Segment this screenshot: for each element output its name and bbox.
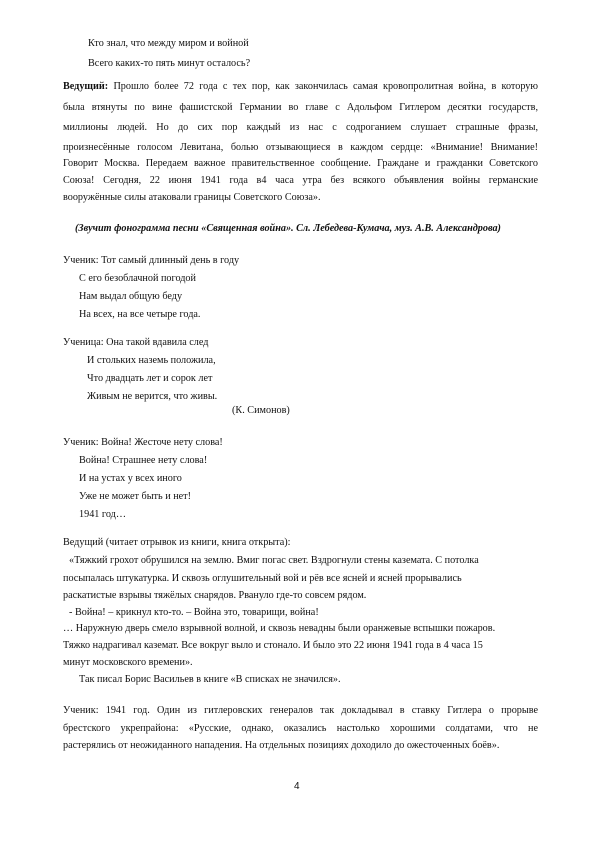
quote-line: «Тяжкий грохот обрушился на землю. Вмиг погас свет. Вздрогнули стены каземата. С потолка (69, 555, 479, 566)
verse-line: С его безоблачной погодой (79, 273, 196, 284)
verse-line: Ученик: Тот самый длинный день в году (63, 255, 240, 266)
paragraph-line: произнесённые голосом Левитана, болью отзывающиеся в каждом сердце: «Внимание! Внимание! (63, 141, 538, 153)
page-number: 4 (294, 781, 300, 792)
verse-line: Нам выдал общую беду (79, 291, 183, 302)
verse-line: На всех, на все четыре года. (79, 309, 201, 320)
quote-line: Тяжко надрагивал каземат. Все вокруг выло и стонало. И было это 22 июня 1941 года в 4 часа 15 (63, 640, 483, 651)
quote-line: минут московского времени». (63, 657, 193, 668)
paragraph-line: Союза! Сегодня, 22 июня 1941 года в4 часа утра без всякого объявления войны германские (63, 174, 538, 186)
verse-line: 1941 год… (79, 509, 127, 520)
quote-line: раскатистые взрывы тяжёлых снарядов. Рвануло где-то совсем рядом. (63, 590, 367, 601)
verse-line: И на устах у всех иного (79, 473, 182, 484)
quote-line: - Война! – крикнул кто-то. – Война это, товарищи, война! (69, 607, 319, 618)
verse-line: Ученица: Она такой вдавила след (63, 337, 209, 348)
paragraph-line: Говорит Москва. Передаем важное правительственное сообщение. Граждане и гражданки Советского (63, 158, 538, 170)
paragraph-line: Ученик: 1941 год. Один из гитлеровских генералов так докладывал в ставку Гитлера о прорыве (63, 705, 538, 716)
verse-line: И стольких наземь положила, (87, 355, 216, 366)
quote-line: посыпалась штукатурка. И сквозь оглушительный вой и рёв все ясней и ясней прорывались (63, 573, 462, 584)
verse-line: Кто знал, что между миром и войной (88, 38, 249, 49)
verse-line: Всего каких-то пять минут осталось? (88, 58, 251, 69)
quote-source: Так писал Борис Васильев в книге «В списках не значился». (79, 674, 341, 685)
paragraph-line: была втянуты по вине фашистской Германии во главе с Адольфом Гитлером десятки государств, (63, 101, 538, 113)
verse-line: Живым не верится, что живы. (87, 391, 218, 402)
paragraph-line: вооружённые силы атаковали границы Советского Союза». (63, 191, 321, 203)
verse-line: Уже не может быть и нет! (79, 491, 192, 502)
host-paragraph (63, 81, 538, 204)
paragraph-line: Прошло более 72 года с тех пор, как закончилась самая кровопролитная война, в которую (113, 81, 538, 92)
reading-heading: Ведущий (читает отрывок из книги, книга открыта): (63, 537, 291, 548)
verse-line: Что двадцать лет и сорок лет (87, 373, 213, 384)
paragraph-line: брестского укрепрайона: «Русские, однако, оказались настолько хорошими солдатами, что не (63, 722, 538, 734)
verse-line: Война! Страшнее нету слова! (79, 455, 208, 466)
speaker-label: Ведущий: (63, 81, 109, 92)
music-note: (Звучит фонограмма песни «Священная война». Сл. Лебедева-Кумача, муз. А.В. Александрова) (75, 223, 501, 234)
quote-line: … Наружную дверь смело взрывной волной, и сквозь невадны были оранжевые вспышки пожаров. (63, 623, 496, 634)
student-paragraph (63, 705, 538, 753)
author-attribution: (К. Симонов) (232, 405, 290, 416)
paragraph-line: миллионы людей. Но до сих пор каждый из нас с содроганием слушает страшные фразы, (63, 122, 538, 134)
paragraph-line: растерялись от неожиданного нападения. На отдельных позициях доходило до ожесточенных боёв». (63, 740, 500, 752)
verse-line: Ученик: Война! Жесточе нету слова! (63, 437, 223, 448)
